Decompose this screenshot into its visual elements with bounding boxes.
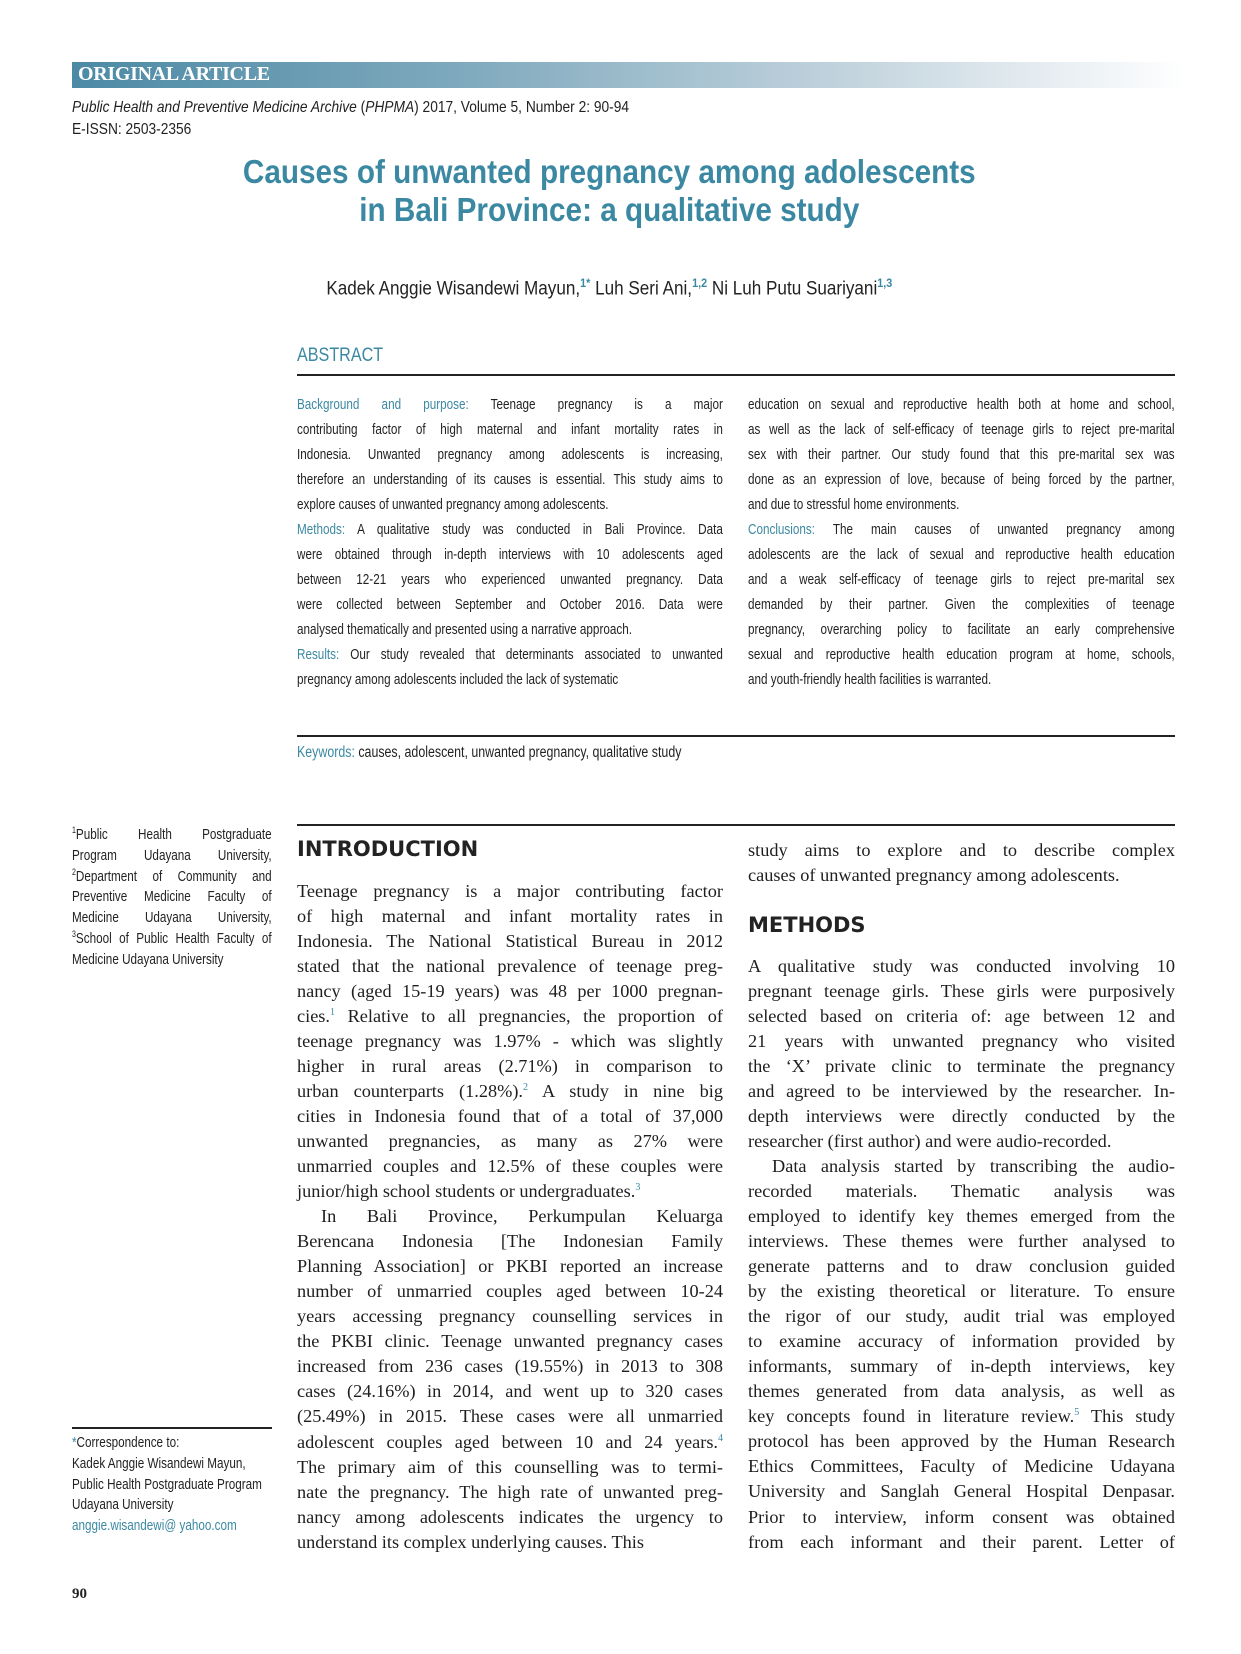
text-line: therefore an understanding of its causes is essential. This study aims to [297, 470, 723, 488]
text-line: adolescents are the lack of sexual and reproductive health education [748, 545, 1175, 563]
highlighted-label: Background and purpose: [297, 395, 469, 413]
highlighted-label: Conclusions: [748, 520, 815, 538]
text-line [297, 1079, 723, 1104]
text-line [72, 1475, 283, 1496]
page-number: 90 [72, 1586, 87, 1602]
text-segment: Relative to all pregnancies, the proportion of [335, 1005, 723, 1026]
author-name: Ni Luh Putu Suariyani [707, 278, 878, 300]
text-line: done as an expression of love, because of being forced by the partner, [748, 470, 1175, 488]
text-line: sexual and reproductive health education program at home, schools, [748, 645, 1175, 663]
body-right-column [748, 954, 1175, 1555]
citation-superscript: 2 [72, 866, 76, 877]
text-line: Indonesia. Unwanted pregnancy among adolescents is increasing, [297, 445, 723, 463]
keywords [297, 744, 681, 762]
text-line [748, 1129, 1175, 1154]
text-line: depth interviews were directly conducted by the [748, 1105, 1175, 1126]
author-name: Luh Seri Ani, [590, 278, 693, 300]
text-segment: key concepts found in literature review. [748, 1406, 1075, 1427]
text-line [72, 825, 272, 846]
author-affiliation: 1* [580, 276, 591, 290]
text-segment: and due to stressful home environments. [748, 495, 960, 513]
text-line: contributing factor of high maternal and infant mortality rates in [297, 420, 723, 438]
text-line [297, 492, 723, 517]
text-line: Medicine Udayana University, [72, 909, 272, 927]
citation-superscript: 1 [330, 1006, 335, 1018]
text-line [297, 1204, 723, 1229]
text-segment: causes of unwanted pregnancy among adolescents. [748, 864, 1120, 885]
text-line [297, 1430, 723, 1455]
affiliations [72, 825, 272, 971]
text-line [297, 642, 723, 667]
keywords-list: causes, adolescent, unwanted pregnancy, qualitative study [354, 744, 682, 761]
text-line [72, 929, 272, 950]
highlighted-label: Results: [297, 645, 340, 663]
text-line: and a weak self-efficacy of teenage girls to reject pre-marital sex [748, 570, 1175, 588]
highlighted-label: Methods: [297, 520, 346, 538]
text-segment: explore causes of unwanted pregnancy among adolescents. [297, 495, 609, 513]
text-line [748, 667, 1175, 692]
author-affiliation: 1,3 [877, 276, 893, 290]
text-line: nate the pregnancy. The high rate of unwanted preg- [297, 1481, 723, 1502]
text-segment: Teenage pregnancy is a major [468, 395, 723, 413]
text-segment: [The Indonesian Family [473, 1231, 724, 1252]
text-segment: understand its complex underlying causes. This [297, 1531, 644, 1552]
text-line: were obtained through in-depth interviews with 10 adolescents aged [297, 545, 723, 563]
citation-superscript: 5 [1074, 1407, 1080, 1419]
text-line: employed to identify key themes emerged from the [748, 1205, 1175, 1226]
text-segment: The main causes of unwanted pregnancy among [814, 520, 1175, 538]
text-line: cities in Indonesia found that of a total of 37,000 [297, 1105, 723, 1126]
text-segment: This study [1079, 1406, 1176, 1427]
text-line [72, 1516, 283, 1537]
text-segment: and youth-friendly health facilities is warranted. [748, 671, 992, 689]
text-line: Preventive Medicine Faculty of [72, 888, 272, 906]
text-segment: pregnancy among adolescents included the lack of systematic [297, 671, 619, 689]
text-line: Indonesia. The National Statistical Bureau in 2012 [297, 930, 723, 951]
text-line: interviews. These themes were further analysed to [748, 1231, 1175, 1252]
text-line: higher in rural areas (2.71%) in comparison to [297, 1055, 723, 1076]
text-line [297, 667, 723, 692]
text-line: increased from 236 cases (19.55%) in 2013 to 308 [297, 1356, 723, 1377]
text-segment: Data analysis started by transcribing the audio- [772, 1155, 1175, 1176]
keywords-label: Keywords: [297, 744, 355, 761]
text-line: The primary aim of this counselling was to termi- [297, 1456, 723, 1477]
text-line: selected based on criteria of: age between 12 and [748, 1005, 1175, 1026]
text-segment: Department of Community and [75, 867, 272, 885]
text-line [72, 1495, 283, 1516]
text-segment: adolescent couples aged between 10 and 24 years. [297, 1431, 718, 1452]
section-heading-methods: METHODS [748, 913, 866, 937]
text-line: (25.49%) in 2015. These cases were all unmarried [297, 1406, 723, 1427]
divider [297, 374, 1175, 376]
text-segment: Berencana Indonesia [297, 1231, 474, 1252]
text-line: from each informant and their parent. Letter of [748, 1531, 1175, 1552]
article-title-line-1: Causes of unwanted pregnancy among adolescents [242, 153, 976, 190]
text-line: were collected between September and October 2016. Data were [297, 595, 723, 613]
abstract-heading: ABSTRACT [297, 345, 384, 366]
text-line: 21 years with unwanted pregnancy who visited [748, 1030, 1175, 1051]
text-segment: Public Health Postgraduate [75, 826, 272, 843]
divider [297, 735, 1175, 737]
text-segment: Udayana University [72, 1496, 174, 1514]
text-line: study aims to explore and to describe complex [748, 839, 1175, 860]
body-right-column-top [748, 838, 1175, 888]
journal-volume: 2017, Volume 5, Number 2: 90-94 [422, 99, 630, 116]
text-line: years accessing pregnancy counselling services in [297, 1306, 723, 1327]
text-line: pregnant teenage girls. These girls were purposively [748, 980, 1175, 1001]
text-line [297, 1004, 723, 1029]
text-segment: Perkumpulan Keluarga [528, 1206, 723, 1227]
text-line: nancy among adolescents indicates the urgency to [297, 1506, 723, 1527]
text-segment: A study in nine big [528, 1080, 723, 1101]
text-segment: researcher (first author) and were audio-recorded. [748, 1130, 1112, 1151]
text-segment: Public Health Postgraduate Program [72, 1475, 262, 1493]
text-line: sex with their partner. Our study found that this pre-marital sex was [748, 445, 1175, 463]
text-line: to examine accuracy of information provided by [748, 1331, 1175, 1352]
journal-name: Public Health and Preventive Medicine Archive [72, 99, 357, 116]
text-line [72, 1454, 283, 1475]
text-line: stated that the national prevalence of teenage preg- [297, 955, 723, 976]
text-line: by the existing theoretical or literature. To ensure [748, 1281, 1175, 1302]
article-type-label: ORIGINAL ARTICLE [78, 63, 270, 85]
text-line: Teenage pregnancy is a major contributing factor [297, 880, 723, 901]
text-line [748, 517, 1175, 542]
text-line [297, 617, 723, 642]
text-line: the PKBI clinic. Teenage unwanted pregnancy cases [297, 1331, 723, 1352]
citation-superscript: 3 [635, 1182, 641, 1194]
text-line: pregnancy, overarching policy to facilitate an early comprehensive [748, 620, 1175, 638]
text-line: cases (24.16%) in 2014, and went up to 320 cases [297, 1381, 723, 1402]
text-line [748, 863, 1175, 888]
abstract-right-column [748, 392, 1175, 693]
text-line: Planning Association] or PKBI reported an increase [297, 1256, 723, 1277]
text-line [297, 1530, 723, 1555]
text-line [297, 1179, 723, 1204]
citation-superscript: 3 [72, 928, 76, 939]
journal-citation: Public Health and Preventive Medicine Archive (PHPMA) 2017, Volume 5, Number 2: 90-94 [72, 99, 630, 116]
text-line: as well as the lack of self-efficacy of teenage girls to reject pre-marital [748, 420, 1175, 438]
correspondence [72, 1433, 283, 1537]
text-line: education on sexual and reproductive health both at home and school, [748, 395, 1175, 413]
article-type-banner [72, 62, 1185, 88]
citation-superscript: 1 [72, 825, 76, 835]
text-line: Program Udayana University, [72, 846, 272, 864]
text-line: informants, summary of in-depth interviews, key [748, 1356, 1175, 1377]
highlighted-label: anggie.wisandewi@ yahoo.com [72, 1517, 237, 1535]
body-left-column [297, 879, 723, 1555]
text-line: Prior to interview, inform consent was obtained [748, 1506, 1175, 1527]
text-line [72, 950, 272, 971]
text-segment: Kadek Anggie Wisandewi Mayun, [72, 1454, 246, 1472]
text-line: A qualitative study was conducted involving 10 [748, 955, 1175, 976]
text-line: University and Sanglah General Hospital Denpasar. [748, 1481, 1175, 1502]
text-line [72, 1433, 283, 1454]
text-line: generate patterns and to draw conclusion guided [748, 1256, 1175, 1277]
text-line [297, 517, 723, 542]
text-segment: analysed thematically and presented using a narrative approach. [297, 620, 632, 638]
highlighted-label: * [72, 1434, 77, 1451]
author-name: Kadek Anggie Wisandewi Mayun, [326, 278, 581, 300]
text-segment: Medicine Udayana University [72, 950, 224, 968]
text-line: recorded materials. Thematic analysis was [748, 1180, 1175, 1201]
journal-abbr: PHPMA [365, 99, 415, 116]
text-segment: junior/high school students or undergraduates. [297, 1181, 636, 1202]
text-line: Ethics Committees, Faculty of Medicine Udayana [748, 1456, 1175, 1477]
text-line [297, 392, 723, 417]
text-line [748, 1154, 1175, 1179]
text-line: themes generated from data analysis, as well as [748, 1381, 1175, 1402]
issn: E-ISSN: 2503-2356 [72, 121, 192, 138]
section-heading-introduction: INTRODUCTION [297, 837, 479, 861]
abstract-left-column [297, 392, 723, 693]
text-segment: School of Public Health Faculty of [75, 929, 272, 947]
text-segment: cies. [297, 1005, 330, 1026]
text-line: demanded by their partner. Given the complexities of teenage [748, 595, 1175, 613]
text-line: between 12-21 years who experienced unwanted pregnancy. Data [297, 570, 723, 588]
text-line: unmarried couples and 12.5% of these couples were [297, 1156, 723, 1177]
author-affiliation: 1,2 [692, 276, 708, 290]
correspondence-divider [72, 1427, 272, 1429]
divider [297, 824, 1175, 826]
text-line: of high maternal and infant mortality rates in [297, 905, 723, 926]
text-line: unwanted pregnancies, as many as 27% were [297, 1130, 723, 1151]
text-line: teenage pregnancy was 1.97% - which was slightly [297, 1030, 723, 1051]
text-segment: urban counterparts (1.28%). [297, 1080, 523, 1101]
text-line [748, 1404, 1175, 1429]
text-line [297, 1229, 723, 1254]
text-line: nancy (aged 15-19 years) was 48 per 1000 pregnan- [297, 980, 723, 1001]
text-line: number of unmarried couples aged between 10-24 [297, 1281, 723, 1302]
text-line: the rigor of our study, audit trial was employed [748, 1306, 1175, 1327]
text-line: protocol has been approved by the Human Research [748, 1431, 1175, 1452]
text-segment: A qualitative study was conducted in Bali Province. Data [345, 520, 723, 538]
text-line: the ‘X’ private clinic to terminate the pregnancy [748, 1055, 1175, 1076]
text-line [748, 492, 1175, 517]
text-segment: Our study revealed that determinants associated to unwanted [339, 645, 723, 663]
text-line: and agreed to be interviewed by the researcher. In- [748, 1080, 1175, 1101]
text-segment: Correspondence to: [76, 1434, 180, 1451]
citation-superscript: 4 [718, 1432, 723, 1444]
article-title-line-2: in Bali Province: a qualitative study [359, 191, 860, 228]
author-list [0, 276, 1219, 300]
text-line [72, 867, 272, 888]
citation-superscript: 2 [523, 1081, 528, 1093]
text-segment: In Bali Province, [321, 1206, 529, 1227]
